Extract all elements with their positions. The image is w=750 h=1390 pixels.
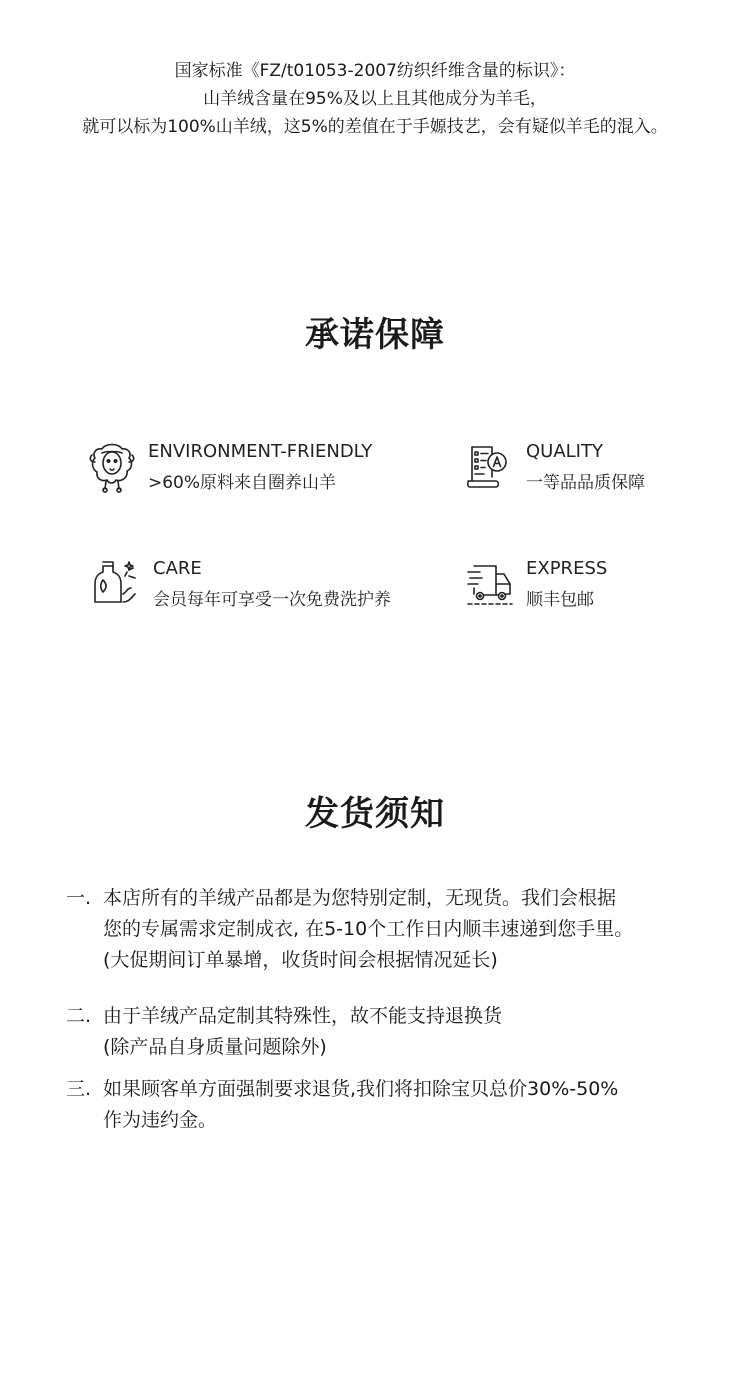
feature-label-cn: 一等品品质保障 [526,473,645,493]
feature-label-en: EXPRESS [526,558,608,579]
notice-line: 本店所有的羊绒产品都是为您特别定制，无现货。我们会根据 [103,887,617,909]
notice-line: 您的专属需求定制成衣, 在5-10个工作日内顺丰速递到您手里。 [103,918,634,940]
intro-text [0,57,750,141]
intro-line: 山羊绒含量在95%及以上且其他成分为羊毛， [203,89,547,109]
notice-number: 三. [66,1078,92,1100]
notice-line: (大促期间订单暴增，收货时间会根据情况延长) [103,949,498,971]
guarantee-title: 承诺保障 [305,315,445,355]
notice-line: (除产品自身质量问题除外) [103,1036,327,1058]
notice-item [66,1001,726,1063]
notice-line: 作为违约金。 [103,1109,218,1131]
notice-number: 二. [66,1005,92,1027]
intro-line: 就可以标为100%山羊绒，这5%的差值在于手嫄技艺，会有疑似羊毛的混入。 [82,117,668,137]
notice-item [66,883,726,976]
notice-number: 一. [66,887,92,909]
quality-certificate-icon [466,441,514,493]
notice-item [66,1074,726,1136]
detergent-bottle-icon [93,558,141,610]
feature-label-en: ENVIRONMENT-FRIENDLY [148,441,373,462]
feature-label-en: CARE [153,558,202,579]
feature-label-cn: >60%原料来自圈养山羊 [148,473,337,493]
notice-line: 由于羊绒产品定制其特殊性，故不能支持退换货 [103,1005,503,1027]
delivery-truck-icon [466,558,514,610]
feature-label-cn: 会员每年可享受一次免费洗护养 [153,590,391,610]
feature-label-cn: 顺丰包邮 [526,590,594,610]
intro-line: 国家标准《FZ/t01053-2007纺织纤维含量的标识》： [174,61,576,81]
notice-line: 如果顾客单方面强制要求退货,我们将扣除宝贝总价30%-50% [103,1078,619,1100]
feature-label-en: QUALITY [526,441,603,462]
shipping-title: 发货须知 [305,794,445,834]
sheep-icon [88,441,136,493]
